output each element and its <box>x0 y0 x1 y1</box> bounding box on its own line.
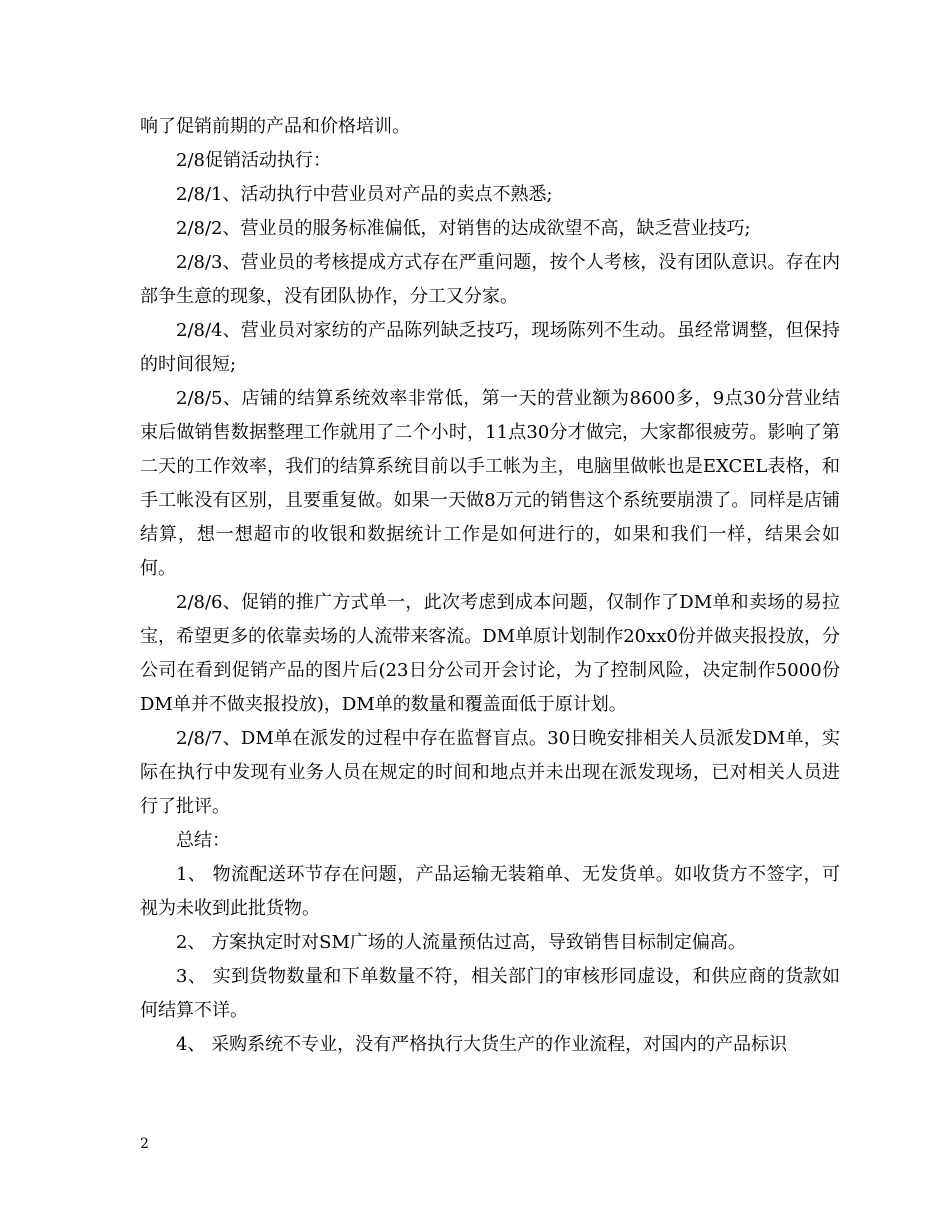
paragraph: 2/8促销活动执行： <box>176 150 331 171</box>
document-body <box>140 110 840 1062</box>
paragraph: 2/8/7、DM单在派发的过程中存在监督盲点。30日晚安排相关人员派发DM单，实际在执行中发现有业务人员在规定的时间和地点并未出现在派发现场，已对相关人员进行了批评。 <box>140 728 840 817</box>
paragraph: 2/8/5、店铺的结算系统效率非常低，第一天的营业额为8600多，9点30分营业结束后做销售数据整理工作就用了二个小时，11点30分才做完，大家都很疲劳。影响了第二天的工作效率，我们的结算系统目前以手工帐为主，电脑里做帐也是EXCEL表格，和手工帐没有区别，且要重复做。如果一天做8万元的销售这个系统要崩溃了。同样是店铺结算，想一想超市的收银和数据统计工作是如何进行的，如果和我们一样，结果会如何。 <box>140 388 840 579</box>
summary-heading: 总结： <box>176 830 230 851</box>
summary-item: 2、 方案执定时对SM广场的人流量预估过高，导致销售目标制定偏高。 <box>176 932 746 953</box>
summary-item: 3、 实到货物数量和下单数量不符，相关部门的审核形同虚设，和供应商的货款如何结算不详。 <box>140 966 840 1021</box>
paragraph: 2/8/4、营业员对家纺的产品陈列缺乏技巧，现场陈列不生动。虽经常调整，但保持的时间很短; <box>140 320 840 375</box>
paragraph: 响了促销前期的产品和价格培训。 <box>140 116 410 137</box>
paragraph: 2/8/1、活动执行中营业员对产品的卖点不熟悉; <box>176 184 553 205</box>
summary-item: 4、 采购系统不专业，没有严格执行大货生产的作业流程，对国内的产品标识 <box>176 1034 788 1055</box>
paragraph: 2/8/3、营业员的考核提成方式存在严重问题，按个人考核，没有团队意识。存在内部争生意的现象，没有团队协作，分工又分家。 <box>140 252 840 307</box>
paragraph: 2/8/6、促销的推广方式单一，此次考虑到成本问题，仅制作了DM单和卖场的易拉宝，希望更多的依靠卖场的人流带来客流。DM单原计划制作20xx0份并做夹报投放，分公司在看到促销产品的图片后(23日分公司开会讨论，为了控制风险，决定制作5000份DM单并不做夹报投放)，DM单的数量和覆盖面低于原计划。 <box>140 592 840 715</box>
page-number: 2 <box>140 1136 149 1152</box>
paragraph: 2/8/2、营业员的服务标准偏低，对销售的达成欲望不高，缺乏营业技巧; <box>176 218 751 239</box>
summary-item: 1、 物流配送环节存在问题，产品运输无装箱单、无发货单。如收货方不签字，可视为未收到此批货物。 <box>140 864 840 919</box>
